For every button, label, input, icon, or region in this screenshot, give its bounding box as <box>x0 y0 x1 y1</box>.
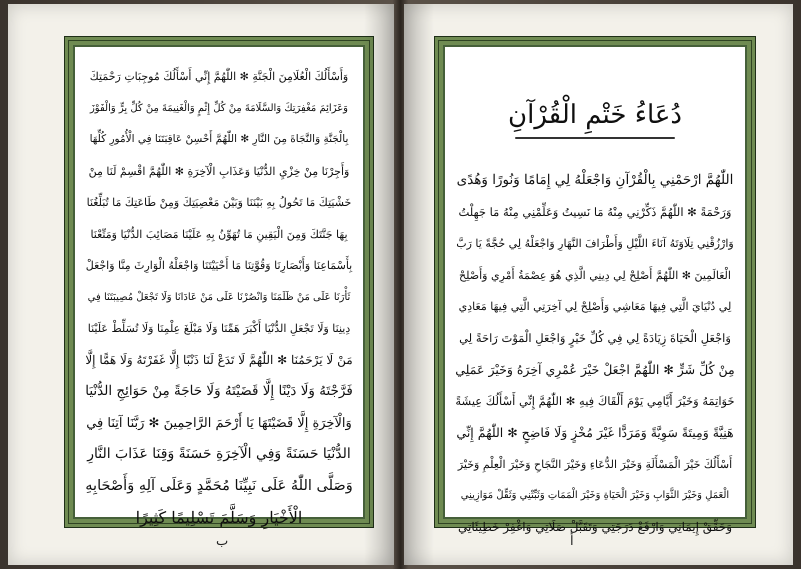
left-page-border-frame <box>64 36 374 528</box>
page-number: أ <box>570 534 574 549</box>
text-line: أَسْأَلُكَ خَيْرَ الْمَسْأَلَةِ وَخَيْرَ الدُّعَاءِ وَخَيْرَ النَّجَاحِ وَخَيْرَ الْعِلْمِ وَخَيْرَ <box>457 457 733 471</box>
right-page-text <box>455 165 735 543</box>
left-page-text <box>85 61 353 534</box>
text-line: وَاجْعَلِ الْحَيَاةَ زِيَادَةً لِي فِي كُلِّ خَيْرٍ وَاجْعَلِ الْمَوْتَ رَاحَةً لِي <box>459 330 731 345</box>
right-page-border-frame <box>434 36 756 534</box>
text-line: وَارْزُقْنِي تِلَاوَتَهُ آنَاءَ اللَّيْلِ وَأَطْرَافَ النَّهَارِ وَاجْعَلْهُ لِي حُجَّةً يَا رَبَّ <box>456 237 734 250</box>
text-line: وَأَجِرْنَا مِنْ خِزْيِ الدُّنْيَا وَعَذَابِ الْآخِرَةِ ✻ اللّٰهُمَّ اقْسِمْ لَنَا مِنْ <box>88 164 350 178</box>
text-line: بِالْجَنَّةِ وَالنَّجَاةَ مِنَ النَّارِ ✻ اللّٰهُمَّ أَحْسِنْ عَاقِبَتَنَا فِي الْأُمُورِ كُلِّهَا <box>89 133 349 145</box>
page-number: ب <box>216 534 229 549</box>
text-line: ثَأْرَنَا عَلَى مَنْ ظَلَمَنَا وَانْصُرْنَا عَلَى مَنْ عَادَانَا وَلَا تَجْعَلْ مُصِيبَتَنَا فِي <box>87 291 351 303</box>
text-line: وَالْآخِرَةِ إِلَّا قَضَيْتَهَا يَا أَرْحَمَ الرَّاحِمِينَ ✻ رَبَّنَا آتِنَا فِي <box>86 415 352 431</box>
right-page <box>404 4 793 565</box>
text-line: وَحَقِّقْ إِيمَانِي وَارْفَعْ دَرَجَتِي وَتَقَبَّلْ صَلَاتِي وَاغْفِرْ خَطِيئَاتِي <box>457 519 733 534</box>
left-page-text-area <box>73 45 365 527</box>
text-line: وَأَسْأَلُكَ الْعُلَامِنَ الْجَنَّةِ ✻ اللّٰهُمَّ إِنِّي أَسْأَلُكَ مُوجِبَاتِ رَحْمَتِكَ <box>89 70 349 83</box>
left-page <box>8 4 394 565</box>
text-line: اللّٰهُمَّ ارْحَمْنِي بِالْقُرْآنِ وَاجْعَلْهُ لِي إِمَامًا وَنُورًا وَهُدًى <box>456 172 734 188</box>
text-line: الْعَالَمِينَ ✻ اللّٰهُمَّ أَصْلِحْ لِي دِينِي الَّذِي هُوَ عِصْمَةُ أَمْرِي وَأَصْلِحْ <box>459 268 731 282</box>
text-line: وَعَزَائِمَ مَغْفِرَتِكَ وَالسَّلَامَةَ مِنْ كُلِّ إِثْمٍ وَالْغَنِيمَةَ مِنْ كُلِّ بِرٍّ وَالْفَوْزَ <box>89 102 349 114</box>
text-line: الدُّنْيَا حَسَنَةً وَفِي الْآخِرَةِ حَسَنَةً وَقِنَا عَذَابَ النَّارِ <box>87 446 351 462</box>
text-line: خَوَاتِمَهُ وَخَيْرَ أَيَّامِي يَوْمَ أَلْقَاكَ فِيهِ ✻ اللّٰهُمَّ إِنِّي أَسْأَلُكَ عِيشَةً <box>455 393 735 408</box>
text-line: الْعَمَلِ وَخَيْرَ الثَّوَابِ وَخَيْرَ الْحَيَاةِ وَخَيْرَ الْمَمَاتِ وَثَبِّتْنِي وَثَقِّلْ مَوَازِينِي <box>460 490 730 501</box>
text-line: الْأَخْيَارِ وَسَلَّمَ تَسْلِيمًا كَثِيرًا <box>135 508 303 527</box>
text-line: هَنِيَّةً وَمِيتَةً سَوِيَّةً وَمَرَدًّا غَيْرَ مُخْزٍ وَلَا فَاضِحٍ ✻ اللّٰهُمَّ إِنِّي <box>456 425 734 440</box>
text-line: بِأَسْمَاعِنَا وَأَبْصَارِنَا وَقُوَّتِنَا مَا أَحْيَيْتَنَا وَاجْعَلْهُ الْوَارِثَ مِنَّا وَاجْعَلْ <box>85 259 353 272</box>
text-line: بِهَا جَنَّتَكَ وَمِنَ الْيَقِينِ مَا تُهَوِّنُ بِهِ عَلَيْنَا مَصَائِبَ الدُّنْيَا وَمَتِّعْنَا <box>90 227 348 241</box>
text-line: وَرَحْمَةً ✻ اللّٰهُمَّ ذَكِّرْنِي مِنْهُ مَا نَسِيتُ وَعَلِّمْنِي مِنْهُ مَا جَهِلْتُ <box>458 204 732 219</box>
page-title: دُعَاءُ خَتْمِ الْقُرْآنِ <box>505 89 685 141</box>
text-line: فَرَّجْتَهُ وَلَا دَيْنًا إِلَّا قَضَيْتَهُ وَلَا حَاجَةً مِنْ حَوَائِجِ الدُّنْيَا <box>85 383 353 399</box>
text-line: لِي دُنْيَايَ الَّتِي فِيهَا مَعَاشِي وَأَصْلِحْ لِي آخِرَتِي الَّتِي فِيهَا مَعَادِي <box>458 300 732 313</box>
right-page-text-area <box>443 45 747 534</box>
text-line: وَصَلَّى اللّٰهُ عَلَى نَبِيِّنَا مُحَمَّدٍ وَعَلَى آلِهِ وَأَصْحَابِهِ <box>85 477 353 494</box>
text-line: مِنْ كُلِّ شَرٍّ ✻ اللّٰهُمَّ اجْعَلْ خَيْرَ عُمْرِي آخِرَهُ وَخَيْرَ عَمَلِي <box>455 362 735 377</box>
text-line: دِينِنَا وَلَا تَجْعَلِ الدُّنْيَا أَكْبَرَ هَمِّنَا وَلَا مَبْلَغَ عِلْمِنَا وَلَا تُسَلِّطْ عَلَيْنَا <box>87 322 351 335</box>
text-line: مَنْ لَا يَرْحَمُنَا ✻ اللّٰهُمَّ لَا تَدَعْ لَنَا ذَنْبًا إِلَّا غَفَرْتَهُ وَلَا هَمًّا إِلَّا <box>85 352 353 367</box>
text-line: خَشْيَتِكَ مَا تَحُولُ بِهِ بَيْنَنَا وَبَيْنَ مَعْصِيَتِكَ وَمِنْ طَاعَتِكَ مَا تُبَلِّغُنَا <box>86 196 352 209</box>
